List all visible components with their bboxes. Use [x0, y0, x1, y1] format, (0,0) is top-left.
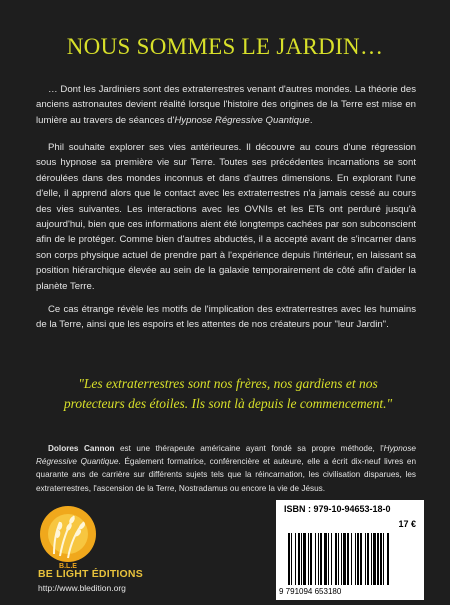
barcode-bar — [310, 533, 312, 585]
story-text: Phil souhaite explorer ses vies antérieures. Il découvre au cours d'une régression sous hypnose sa première vie sur Terre. Toutes ses précédentes incarnations se sont déroulées dans des mondes inconnus et dans d'autres dimensions. En explorant l'une d'elle, il apprend alors que le contact avec les extraterrestres n'a jamais cessé au cours des vies suivantes. Les interactions avec les OVNIs et les ETs ont perduré jusqu'à aujourd'hui, bien que ces informations aient été longtemps cachées par son subconscient afin de le protéger. Comme bien d'autres abductés, il a accepté avant de s'incarner dans son corps physique actuel de prendre part à l'expérience depuis l'intérieur, en laissant sa position hiérarchique élevée au sein de la galaxie temporairement de côté afin d'aider la planète Terre. — [36, 142, 416, 292]
story-paragraph — [36, 140, 416, 294]
barcode-bar — [347, 533, 349, 585]
logo-text: B.L.E — [59, 563, 77, 570]
author-text-end: . Également formatrice, conférencière et auteure, elle a écrit dix-neuf livres en quarante ans de carrière sur différents sujets tels que la réincarnation, les civilisation disparues, les extraterrestres, l'ascension de la Terre, Nostradamus ou encore la vie de Jésus. — [36, 457, 416, 493]
barcode-bar — [365, 533, 366, 585]
summary-text: Ce cas étrange révèle les motifs de l'implication des extraterrestres avec les humains de la Terre, ainsi que les espoirs et les attentes de nos créateurs pour "leur Jardin". — [36, 304, 416, 331]
barcode-bar — [351, 533, 352, 585]
barcode-bar — [328, 533, 329, 585]
barcode-bar — [343, 533, 346, 585]
barcode-bar — [377, 533, 379, 585]
intro-paragraph — [36, 82, 416, 128]
barcode-bar — [338, 533, 339, 585]
barcode-bar — [303, 533, 306, 585]
barcode-bar — [298, 533, 300, 585]
barcode-bar — [383, 533, 384, 585]
barcode-bar — [301, 533, 302, 585]
intro-end: . — [309, 114, 313, 126]
barcode-bar — [288, 533, 290, 585]
barcode-bar — [320, 533, 322, 585]
author-bio — [36, 442, 416, 495]
book-title: NOUS SOMMES LE JARDIN… — [66, 34, 384, 59]
barcode-bar — [373, 533, 376, 585]
author-method: Hypnose Régressive Quantique — [36, 444, 416, 467]
isbn-label: ISBN : 979-10-94653-18-0 — [284, 504, 391, 514]
barcode — [284, 533, 418, 591]
barcode-panel: ISBN : 979-10-94653-18-0 17 € 9 791094 653180 — [276, 500, 424, 600]
barcode-bar — [335, 533, 337, 585]
barcode-bar — [315, 533, 316, 585]
barcode-bar — [341, 533, 342, 585]
price-label: 17 € — [398, 519, 416, 529]
author-name: Dolores Cannon — [48, 444, 115, 453]
author-text: est une thérapeute américaine ayant fondé sa propre méthode, l' — [114, 444, 384, 453]
barcode-bar — [367, 533, 369, 585]
barcode-bar — [308, 533, 309, 585]
barcode-bar — [387, 533, 389, 585]
publisher-logo — [30, 500, 114, 572]
barcode-bar — [371, 533, 372, 585]
intro-text: … Dont les Jardiniers sont des extraterrestres venant d'autres mondes. La théorie des anciens astronautes devient réalité lorsque l'histoire des origines de la Terre est mise en lumière au travers de séances d' — [36, 84, 416, 126]
barcode-bar — [355, 533, 356, 585]
barcode-bar — [380, 533, 382, 585]
barcode-bar — [324, 533, 327, 585]
summary-paragraph — [36, 302, 416, 333]
barcode-bar — [360, 533, 362, 585]
barcode-bar — [331, 533, 332, 585]
intro-method: Hypnose Régressive Quantique — [174, 114, 310, 126]
publisher-name: BE LIGHT ÉDITIONS — [38, 568, 143, 580]
barcode-bar — [357, 533, 359, 585]
barcode-bar — [291, 533, 292, 585]
publisher-url[interactable]: http://www.bledition.org — [38, 583, 126, 593]
barcode-bar — [295, 533, 296, 585]
barcode-bar — [318, 533, 319, 585]
pull-quote: "Les extraterrestres sont nos frères, nos gardiens et nos protecteurs des étoiles. Ils sont là depuis le commencement." — [63, 376, 393, 411]
